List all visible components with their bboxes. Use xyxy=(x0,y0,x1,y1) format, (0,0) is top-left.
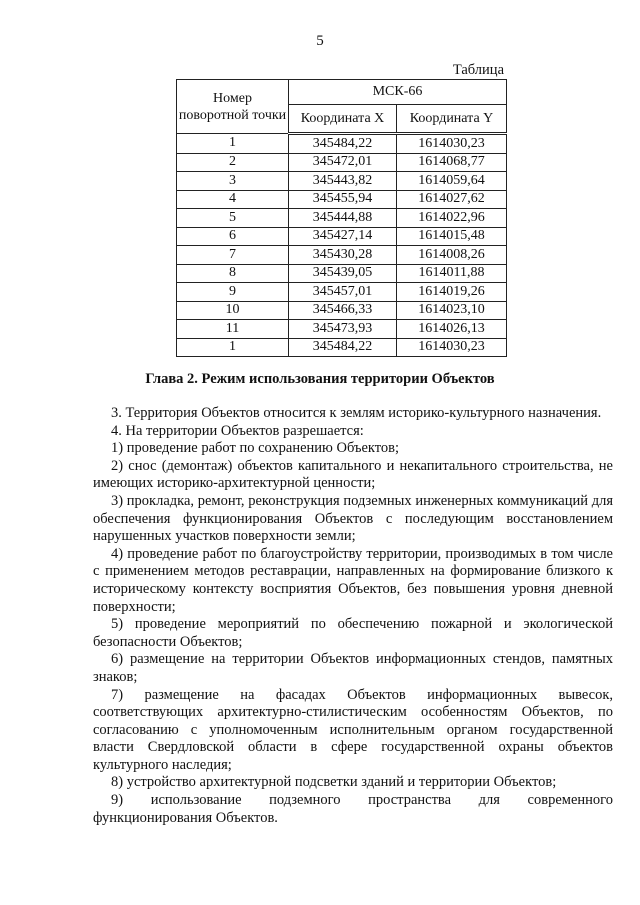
header-coordinate-y: Координата Y xyxy=(397,105,507,134)
header-coordinate-system: МСК-66 xyxy=(289,80,507,105)
table-row xyxy=(177,246,507,265)
point-cell: 8 xyxy=(177,264,289,283)
x-cell: 345484,22 xyxy=(289,338,397,357)
header-coordinate-x: Координата X xyxy=(289,105,397,134)
paragraph: 9) использование подземного пространства для современного функционирования Объектов. xyxy=(93,792,613,826)
paragraph: 3) прокладка, ремонт, реконструкция подземных инженерных коммуникаций для обеспечения функционирования Объектов с последующим восстановлением нарушенных участков поверхности земли; xyxy=(93,492,613,545)
paragraph: 2) снос (демонтаж) объектов капитального и некапитального строительства, не имеющих историко-архитектурной ценности; xyxy=(93,457,613,492)
y-cell: 1614008,26 xyxy=(397,246,507,265)
paragraph: 4. На территории Объектов разрешается: xyxy=(111,422,364,439)
table-row xyxy=(177,190,507,209)
page-number: 5 xyxy=(316,33,324,49)
point-cell: 7 xyxy=(177,246,289,265)
table-row xyxy=(177,134,507,154)
paragraph: 6) размещение на территории Объектов информационных стендов, памятных знаков; xyxy=(93,651,613,685)
y-cell: 1614059,64 xyxy=(397,172,507,191)
point-cell: 1 xyxy=(177,134,289,154)
table-row xyxy=(177,320,507,339)
y-cell: 1614019,26 xyxy=(397,283,507,302)
y-cell: 1614011,88 xyxy=(397,264,507,283)
coordinates-table xyxy=(176,79,507,357)
paragraph: 7) размещение на фасадах Объектов информационных вывесок, соответствующих архитектурно-стилистическим особенностям Объектов, по согласованию с уполномоченным исполнительным органом государственной власти Свердловской области в сфере государственной охраны объектов культурного наследия; xyxy=(93,686,613,773)
y-cell: 1614022,96 xyxy=(397,209,507,228)
chapter-body xyxy=(93,405,613,827)
y-cell: 1614030,23 xyxy=(397,338,507,357)
x-cell: 345443,82 xyxy=(289,172,397,191)
x-cell: 345455,94 xyxy=(289,190,397,209)
paragraph: 5) проведение мероприятий по обеспечению пожарной и экологической безопасности Объектов; xyxy=(93,616,613,650)
y-cell: 1614015,48 xyxy=(397,227,507,246)
paragraph: 8) устройство архитектурной подсветки зданий и территории Объектов; xyxy=(111,774,557,791)
x-cell: 345427,14 xyxy=(289,227,397,246)
y-cell: 1614030,23 xyxy=(397,134,507,154)
x-cell: 345473,93 xyxy=(289,320,397,339)
point-cell: 10 xyxy=(177,301,289,320)
y-cell: 1614026,13 xyxy=(397,320,507,339)
x-cell: 345430,28 xyxy=(289,246,397,265)
paragraph: 3. Территория Объектов относится к землям историко-культурного назначения. xyxy=(111,405,602,421)
chapter-title: Глава 2. Режим использования территории Объектов xyxy=(145,371,495,387)
y-cell: 1614027,62 xyxy=(397,190,507,209)
x-cell: 345444,88 xyxy=(289,209,397,228)
point-cell: 9 xyxy=(177,283,289,302)
table-row xyxy=(177,283,507,302)
x-cell: 345484,22 xyxy=(289,134,397,154)
point-cell: 3 xyxy=(177,172,289,191)
y-cell: 1614023,10 xyxy=(397,301,507,320)
table-row xyxy=(177,264,507,283)
header-point-number: Номер поворотной точки xyxy=(177,80,289,134)
table-row xyxy=(177,209,507,228)
x-cell: 345466,33 xyxy=(289,301,397,320)
table-row xyxy=(177,172,507,191)
x-cell: 345439,05 xyxy=(289,264,397,283)
point-cell: 2 xyxy=(177,153,289,172)
table-row xyxy=(177,301,507,320)
point-cell: 6 xyxy=(177,227,289,246)
table-row xyxy=(177,338,507,357)
table-caption: Таблица xyxy=(452,62,504,78)
point-cell: 11 xyxy=(177,320,289,339)
paragraph: 1) проведение работ по сохранению Объектов; xyxy=(111,440,400,457)
point-cell: 1 xyxy=(177,338,289,357)
x-cell: 345457,01 xyxy=(289,283,397,302)
point-cell: 5 xyxy=(177,209,289,228)
x-cell: 345472,01 xyxy=(289,153,397,172)
table-row xyxy=(177,153,507,172)
paragraph: 4) проведение работ по благоустройству территории, производимых в том числе с применением методов реставрации, направленных на формирование близкого к историческому контексту восприятия Объектов, без повышения уровня дневной поверхности; xyxy=(93,545,613,615)
y-cell: 1614068,77 xyxy=(397,153,507,172)
point-cell: 4 xyxy=(177,190,289,209)
table-row xyxy=(177,227,507,246)
